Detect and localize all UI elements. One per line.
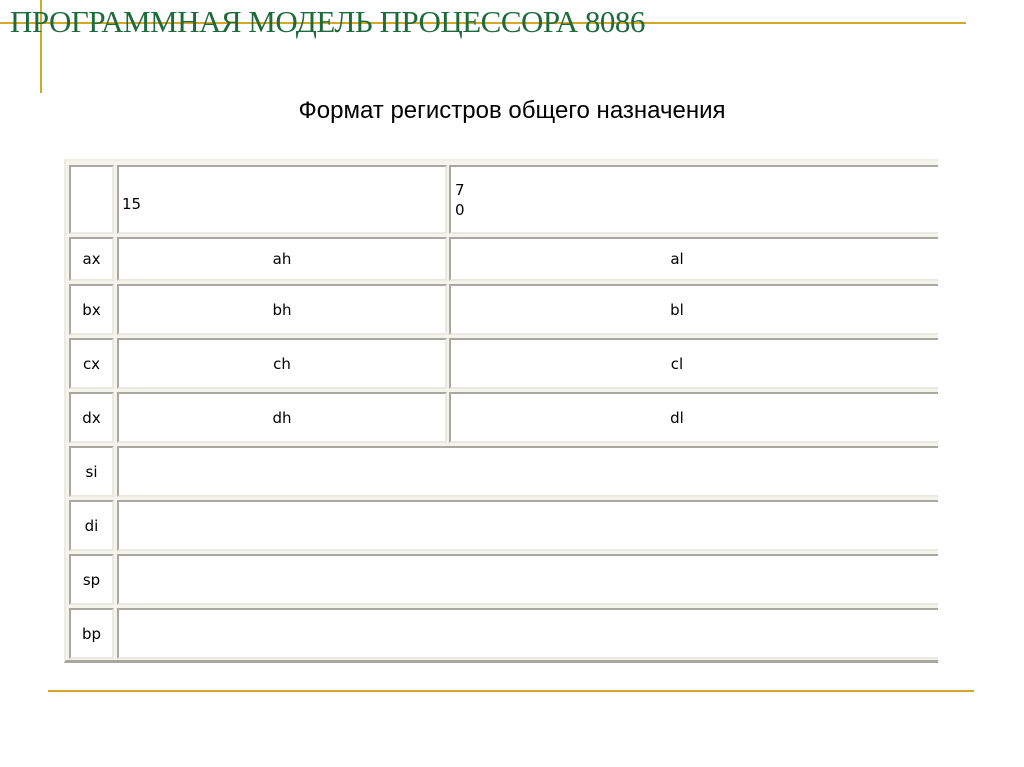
reg-high-ch: ch bbox=[117, 338, 447, 389]
reg-label-si: si bbox=[69, 446, 114, 497]
bit-7-label: 7 bbox=[455, 180, 465, 199]
reg-high-bh: bh bbox=[117, 284, 447, 335]
reg-low-bl: bl bbox=[449, 284, 938, 335]
header-bit-7-0-cell bbox=[449, 165, 938, 234]
bit-15-label: 15 bbox=[122, 194, 142, 213]
reg-high-dh: dh bbox=[117, 392, 447, 443]
reg-low-dl: dl bbox=[449, 392, 938, 443]
reg-label-bp: bp bbox=[69, 608, 114, 659]
reg-full-sp bbox=[117, 554, 938, 605]
reg-label-dx: dx bbox=[69, 392, 114, 443]
reg-full-bp bbox=[117, 608, 938, 659]
reg-full-si bbox=[117, 446, 938, 497]
reg-high-ah: ah bbox=[117, 237, 447, 281]
reg-label-sp: sp bbox=[69, 554, 114, 605]
slide-title: ПРОГРАММНАЯ МОДЕЛЬ ПРОЦЕССОРА 8086 bbox=[10, 4, 645, 39]
reg-label-bx: bx bbox=[69, 284, 114, 335]
header-bit-15-cell bbox=[117, 165, 447, 234]
reg-label-ax: ax bbox=[69, 237, 114, 281]
register-table-viewport bbox=[64, 159, 938, 665]
reg-label-cx: cx bbox=[69, 338, 114, 389]
reg-label-di: di bbox=[69, 500, 114, 551]
reg-full-di bbox=[117, 500, 938, 551]
reg-low-cl: cl bbox=[449, 338, 938, 389]
bit-0-label: 0 bbox=[455, 200, 465, 219]
reg-low-al: al bbox=[449, 237, 938, 281]
register-table bbox=[64, 159, 938, 663]
header-corner-cell bbox=[69, 165, 114, 234]
footer-rule bbox=[48, 690, 974, 692]
slide-subtitle: Формат регистров общего назначения bbox=[298, 97, 726, 124]
